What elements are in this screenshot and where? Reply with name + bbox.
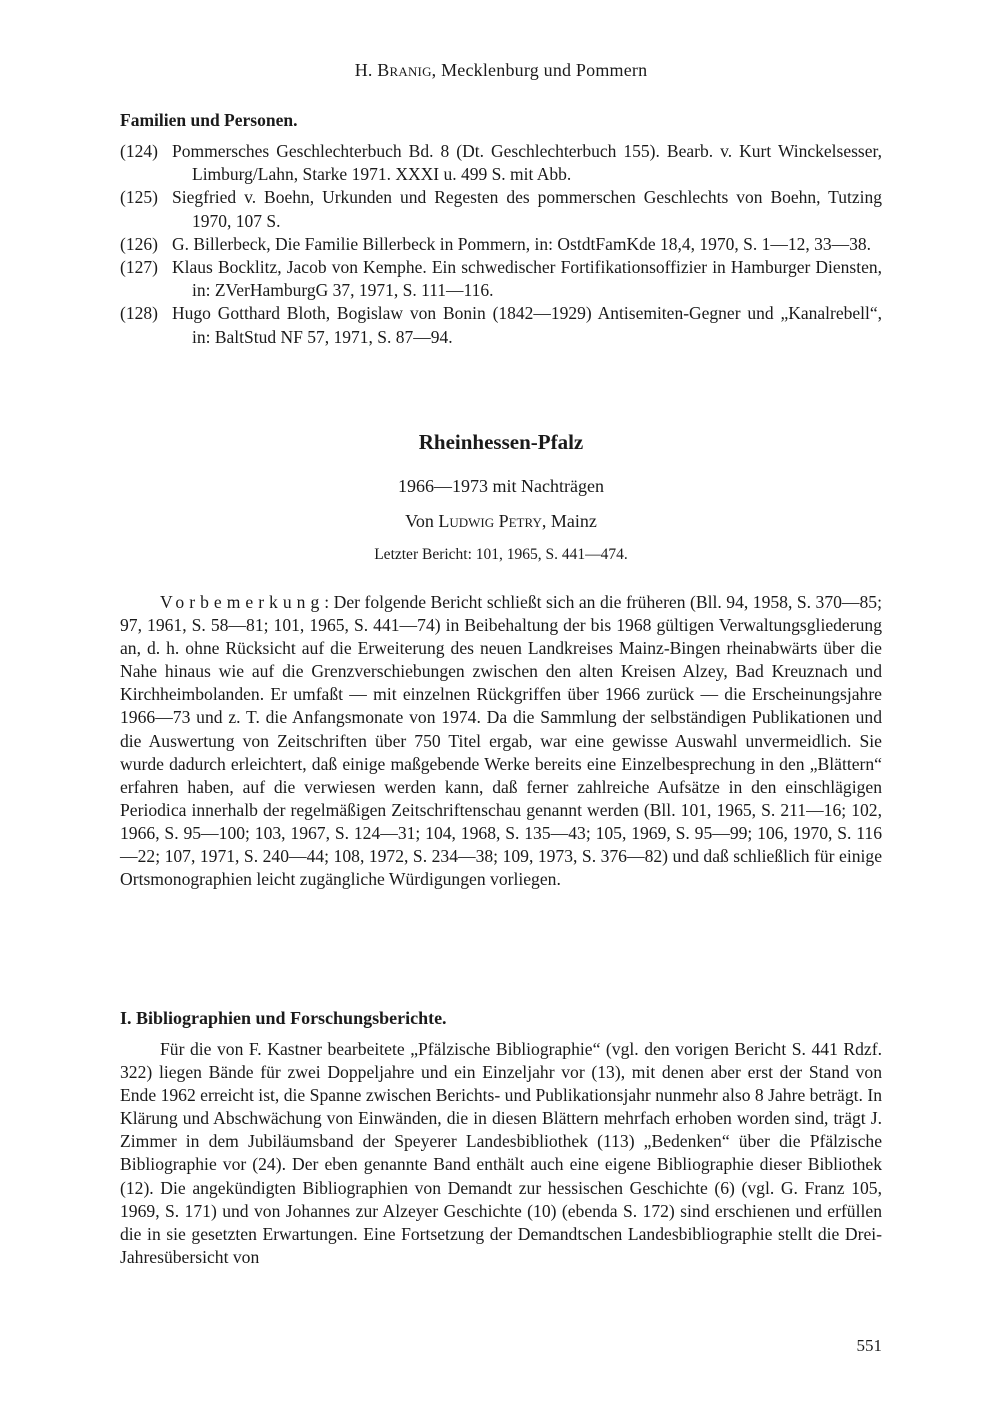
byline-prefix: Von bbox=[405, 511, 439, 531]
bibliography-entry bbox=[120, 233, 882, 256]
bibliography-entry bbox=[120, 186, 882, 232]
bibliography-entry bbox=[120, 256, 882, 302]
entry-number: (128) bbox=[120, 303, 158, 324]
header-author-name: Branig bbox=[377, 60, 432, 80]
article-subtitle: 1966—1973 mit Nachträgen bbox=[398, 476, 604, 496]
bibliography-entries bbox=[120, 140, 882, 349]
preface-paragraph bbox=[120, 591, 882, 891]
article-title: Rheinhessen-Pfalz bbox=[418, 430, 584, 454]
section-one-text: Für die von F. Kastner bearbeitete „Pfälzische Bibliographie“ (vgl. den vorigen Bericht S. 441 Rdzf. 322) liegen Bände für zwei Doppeljahre und ein Einzeljahr vor (13), mit denen aber erst der Stand von Ende 1962 erreicht ist, die Spanne zwischen Berichts- und Publikationsjahr nunmehr also 8 Jahre beträgt. In Klärung und Abschwächung von Einwänden, die in diesen Blättern mehrfach erhoben worden sind, trägt J. Zimmer in dem Jubiläumsband der Speyerer Landesbibliothek (113) „Bedenken“ über die Pfälzische Bibliographie vor (24). Der eben genannte Band enthält auch eine eigene Bibliographie dieser Bibliothek (12). Die angekündigten Bibliographien von Demandt zur hessischen Geschichte (6) (vgl. G. Franz 105, 1969, S. 171) und von Johannes zur Alzeyer Geschichte (10) (ebenda S. 172) sind erschienen und erfüllen die in sie gesetzten Erwartungen. Eine Fortsetzung der Demandtschen Landesbibliographie stellt die Drei-Jahresübersicht von bbox=[120, 1039, 882, 1267]
entry-text: G. Billerbeck, Die Familie Billerbeck in Pommern, in: OstdtFamKde 18,4, 1970, S. 1—12, 33—38. bbox=[172, 233, 871, 254]
running-header bbox=[120, 60, 882, 81]
header-author-initial: H. bbox=[354, 60, 378, 80]
article-title-block bbox=[120, 430, 882, 564]
entry-number: (127) bbox=[120, 257, 158, 278]
entry-text: Pommersches Geschlechterbuch Bd. 8 (Dt. Geschlechterbuch 155). Bearb. v. Kurt Winckelsesser, Limburg/Lahn, Starke 1971. XXXI u. 499 S. mit Abb. bbox=[172, 141, 882, 185]
page-number: 551 bbox=[856, 1336, 882, 1355]
entry-text: Klaus Bocklitz, Jacob von Kemphe. Ein schwedischer Fortifikationsoffizier in Hamburger Diensten, in: ZVerHamburgG 37, 1971, S. 111—116. bbox=[172, 257, 882, 301]
entry-text: Hugo Gotthard Bloth, Bogislaw von Bonin (1842—1929) Antisemiten-Gegner und „Kanalrebell“, in: BaltStud NF 57, 1971, S. 87—94. bbox=[172, 303, 882, 347]
header-title: , Mecklenburg und Pommern bbox=[431, 60, 648, 80]
entry-text: Siegfried v. Boehn, Urkunden und Regesten des pommerschen Geschlechts von Boehn, Tutzing 1970, 107 S. bbox=[172, 187, 882, 231]
last-report-note: Letzter Bericht: 101, 1965, S. 441—474. bbox=[374, 546, 628, 563]
families-section-heading: Familien und Personen. bbox=[120, 110, 298, 130]
preface-lead: Vorbemerkung bbox=[160, 592, 325, 612]
entry-number: (126) bbox=[120, 233, 158, 254]
preface-text: : Der folgende Bericht schließt sich an die früheren (Bll. 94, 1958, S. 370—85; 97, 1961, S. 58—81; 101, 1965, S. 441—74) in Beibehaltung der bis 1968 gültigen Verwaltungsgliederung an, d. h. ohne Rücksicht auf die Erweiterung des neuen Landkreises Mainz-Bingen rheinabwärts über die Nahe hinaus wie auf die Grenzverschiebungen zwischen den alten Kreisen Alzey, Bad Kreuznach und Kirchheimbolanden. Er umfaßt — mit einzelnen Rückgriffen über 1966 zurück — die Erscheinungsjahre 1966—73 und z. T. die Anfangsmonate von 1974. Da die Sammlung der selbständigen Publikationen und die Auswertung von Zeitschriften über 750 Titel ergab, war eine gewisse Auswahl unvermeidlich. Sie wurde dadurch erleichtert, daß einige maßgebende Werke bereits eine Einzelbesprechung in den „Blättern“ erfahren haben, auf die verwiesen werden kann, daß ferner zahlreiche Aufsätze in den einschlägigen Periodica innerhalb der regelmäßigen Zeitschriftenschau genannt werden (Bll. 101, 1965, S. 211—16; 102, 1966, S. 95—100; 103, 1967, S. 124—31; 104, 1968, S. 135—43; 105, 1969, S. 95—99; 106, 1970, S. 116—22; 107, 1971, S. 240—44; 108, 1972, S. 234—38; 109, 1973, S. 376—82) und daß schließlich für einige Ortsmonographien leicht zugängliche Würdigungen vorliegen. bbox=[120, 592, 882, 890]
article-byline bbox=[120, 511, 882, 532]
entry-number: (125) bbox=[120, 187, 158, 208]
byline-author: Ludwig Petry bbox=[438, 511, 542, 531]
byline-location: , Mainz bbox=[541, 511, 597, 531]
section-one-heading: I. Bibliographien und Forschungsberichte. bbox=[120, 1008, 447, 1028]
bibliography-entry bbox=[120, 140, 882, 186]
entry-number: (124) bbox=[120, 141, 158, 161]
bibliography-entry bbox=[120, 302, 882, 348]
section-one-paragraph bbox=[120, 1038, 882, 1269]
